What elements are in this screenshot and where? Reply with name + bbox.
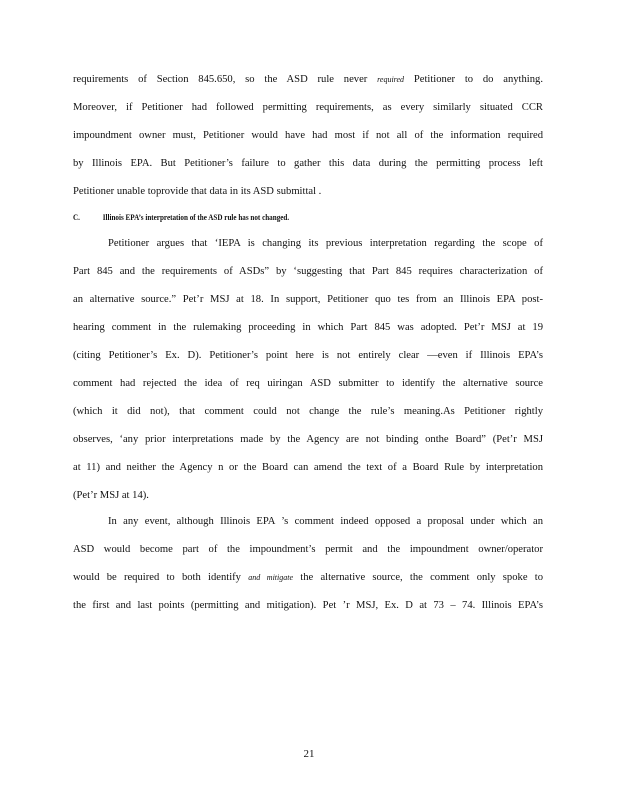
- text-run: requirements of Section 845.650, so the ASD rule never: [73, 74, 378, 85]
- body-line: Petitioner argues that ‘IEPA is changing its previous interpretation regarding the scope of: [108, 238, 543, 249]
- section-heading: [73, 213, 289, 222]
- section-letter: C.: [73, 213, 80, 222]
- body-line: Moreover, if Petitioner had followed permitting requirements, as every similarly situated CCR: [73, 102, 543, 113]
- body-line: In any event, although Illinois EPA ’s comment indeed opposed a proposal under which an: [108, 516, 543, 527]
- page-number: 21: [303, 748, 315, 760]
- body-line: (citing Petitioner’s Ex. D). Petitioner’s point here is not entirely clear —even if Illinois EPA’s: [73, 350, 543, 361]
- italic-text: required: [377, 75, 405, 84]
- body-line: observes, ‘any prior interpretations made by the Agency are not binding onthe Board” (Pet’r MSJ: [73, 434, 543, 445]
- body-line: (which it did not), that comment could not change the rule’s meaning.As Petitioner rightly: [73, 406, 543, 417]
- body-line: (Pet’r MSJ at 14).: [73, 490, 149, 501]
- text-run: would be required to both identify: [73, 572, 249, 583]
- italic-text: and mitigate: [248, 573, 294, 582]
- body-line: comment had rejected the idea of req uiringan ASD submitter to identify the alternative source: [73, 378, 543, 389]
- body-line: the first and last points (permitting and mitigation). Pet ’r MSJ, Ex. D at 73 – 74. Illinois EPA’s: [73, 600, 543, 611]
- body-line: Part 845 and the requirements of ASDs” by ‘suggesting that Part 845 requires characterization of: [73, 266, 543, 277]
- body-line: hearing comment in the rulemaking proceeding in which Part 845 was adopted. Pet’r MSJ at 19: [73, 322, 543, 333]
- body-line: Petitioner unable toprovide that data in its ASD submittal .: [73, 186, 322, 197]
- body-line: at 11) and neither the Agency n or the Board can amend the text of a Board Rule by interpretation: [73, 462, 543, 473]
- text-run: Petitioner to do anything.: [404, 74, 543, 85]
- body-line: [73, 571, 543, 585]
- body-line: an alternative source.” Pet’r MSJ at 18. In support, Petitioner quo tes from an Illinois EPA post-: [73, 294, 543, 305]
- section-heading-text: Illinois EPA’s interpretation of the ASD rule has not changed.: [102, 213, 290, 222]
- body-line: ASD would become part of the impoundment’s permit and the impoundment owner/operator: [73, 544, 543, 555]
- body-line: [73, 73, 543, 87]
- text-run: the alternative source, the comment only spoke to: [293, 572, 543, 583]
- body-line: impoundment owner must, Petitioner would have had most if not all of the information required: [73, 130, 543, 141]
- body-line: by Illinois EPA. But Petitioner’s failure to gather this data during the permitting process left: [73, 158, 543, 169]
